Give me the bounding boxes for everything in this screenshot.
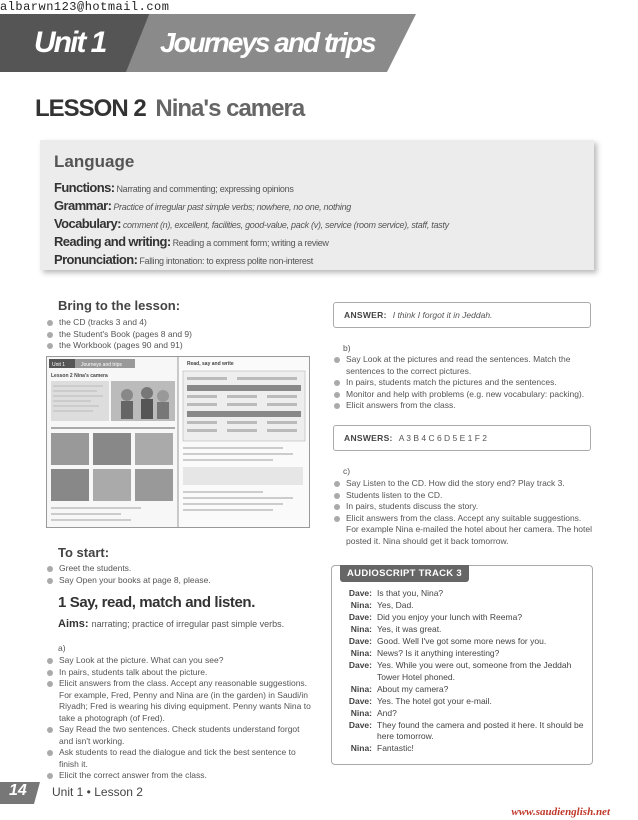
bring-heading: Bring to the lesson:	[58, 298, 181, 313]
row-label: Pronunciation:	[54, 252, 138, 267]
list-item: Elicit the correct answer from the class.	[46, 770, 311, 782]
speaker-name: Dave:	[348, 719, 372, 730]
row-text: Falling intonation: to express polite non-interest	[139, 256, 313, 266]
speaker-line: Is that you, Nina?	[377, 588, 444, 598]
speaker-name: Nina:	[350, 683, 372, 694]
part-b-label: b)	[343, 343, 351, 353]
language-row-grammar	[54, 198, 351, 213]
page-number: 14	[9, 782, 27, 799]
list-item: Ask students to read the dialogue and tick the best sentence to finish it.	[46, 747, 311, 770]
list-item: In pairs, students talk about the picture.	[46, 667, 311, 679]
language-row-functions	[54, 180, 294, 195]
part-c-label: c)	[343, 466, 351, 476]
row-text: Narrating and commenting; expressing opinions	[116, 184, 294, 194]
list-item: Say Look at the pictures and read the sentences. Match the sentences to the correct pictures.	[333, 354, 595, 377]
list-item: Say Open your books at page 8, please.	[46, 575, 306, 587]
language-box	[40, 140, 594, 270]
unit-banner	[0, 14, 410, 72]
list-item: the CD (tracks 3 and 4)	[46, 317, 306, 329]
script-line	[338, 743, 588, 755]
speaker-line: They found the camera and posted it here. It should be here tomorrow.	[377, 719, 584, 741]
aims-line	[58, 618, 284, 630]
list-item: Say Look at the picture. What can you see?	[46, 655, 311, 667]
exercise-1c-list	[333, 478, 595, 547]
script-line	[338, 708, 588, 720]
speaker-name: Nina:	[350, 707, 372, 718]
answer-box-a	[333, 302, 591, 328]
answer-text: I think I forgot it in Jeddah.	[392, 310, 493, 320]
audioscript-lines	[338, 588, 588, 755]
speaker-name: Dave:	[348, 636, 372, 646]
language-heading: Language	[54, 152, 135, 171]
speaker-line: News? Is it anything interesting?	[377, 648, 500, 658]
exercise-1a-list	[46, 655, 311, 782]
aims-text: narrating; practice of irregular past simple verbs.	[91, 619, 285, 629]
speaker-line: Yes, it was great.	[377, 624, 442, 634]
language-row-pronunciation	[54, 252, 313, 267]
script-line	[338, 648, 588, 660]
speaker-line: Yes, Dad.	[377, 600, 414, 610]
row-text: comment (n), excellent, facilities, good-value, pack (v), service (room service), staff, tasty	[122, 220, 449, 230]
speaker-name: Nina:	[350, 624, 372, 634]
unit-label: Unit 1	[34, 26, 106, 59]
thumb-lesson: Lesson 2 Nina's camera	[51, 373, 108, 379]
row-label: Vocabulary:	[54, 216, 121, 231]
exercise-1b-list	[333, 354, 595, 412]
speaker-line: Fantastic!	[377, 743, 414, 753]
answer-label: ANSWER:	[344, 310, 387, 320]
speaker-line: About my camera?	[377, 683, 449, 694]
speaker-line: Good. Well I've got some more news for you.	[377, 636, 547, 646]
script-line	[338, 612, 588, 624]
script-line	[338, 636, 588, 648]
row-label: Reading and writing:	[54, 234, 171, 249]
row-label: Grammar:	[54, 198, 112, 213]
list-item: Say Read the two sentences. Check students understand forgot and isn't working.	[46, 724, 311, 747]
list-item: Greet the students.	[46, 563, 306, 575]
list-item: In pairs, students discuss the story.	[333, 501, 595, 513]
student-book-thumbnail	[46, 356, 310, 528]
to-start-list	[46, 563, 306, 586]
list-item: Elicit answers from the class.	[333, 400, 595, 412]
exercise-1-heading: 1 Say, read, match and listen.	[58, 594, 255, 611]
list-item: Say Listen to the CD. How did the story end? Play track 3.	[333, 478, 595, 490]
script-line	[338, 696, 588, 708]
speaker-line: And?	[377, 707, 397, 718]
row-text: Reading a comment form; writing a review	[172, 238, 329, 248]
answer-box-b	[333, 425, 591, 451]
script-line	[338, 660, 588, 683]
lesson-name: Nina's camera	[155, 95, 305, 122]
language-row-vocabulary	[54, 216, 449, 231]
part-a-label: a)	[58, 643, 66, 653]
list-item: Elicit answers from the class. Accept any suitable suggestions. For example Nina e-mailed the hotel about her camera. The hotel posted it. Nina should get it back tomorrow.	[333, 513, 595, 548]
script-line	[338, 624, 588, 636]
watermark-email: albarwn123@hotmail.com	[0, 0, 170, 14]
script-line	[338, 720, 588, 743]
speaker-name: Nina:	[350, 600, 372, 610]
aims-label: Aims:	[58, 618, 89, 630]
answer-label: ANSWERS:	[344, 433, 393, 443]
to-start-heading: To start:	[58, 545, 110, 560]
unit-title: Journeys and trips	[160, 27, 375, 58]
speaker-name: Dave:	[348, 695, 372, 706]
thumb-title: Journeys and trips	[81, 362, 122, 368]
list-item: the Student's Book (pages 8 and 9)	[46, 329, 306, 341]
script-line	[338, 588, 588, 600]
speaker-name: Nina:	[350, 743, 372, 753]
script-line	[338, 684, 588, 696]
thumb-right-title: Read, say and write	[187, 361, 234, 367]
lesson-title	[35, 95, 304, 123]
list-item: Students listen to the CD.	[333, 490, 595, 502]
speaker-name: Dave:	[348, 660, 372, 670]
list-item: Elicit answers from the class. Accept any reasonable suggestions. For example, Fred, Penny and Nina are (in the garden) in Saudi/in Riyadh; Fred is wearing his diving equipment. Penny wants Nina to take a photograph (of Fred).	[46, 678, 311, 724]
list-item: the Workbook (pages 90 and 91)	[46, 340, 306, 352]
footer-url: www.saudienglish.net	[511, 806, 610, 818]
audioscript-box	[331, 565, 593, 765]
thumb-unit: Unit 1	[52, 362, 66, 368]
row-label: Functions:	[54, 180, 115, 195]
thumbnail-pages	[47, 357, 309, 527]
audioscript-title: AUDIOSCRIPT TRACK 3	[340, 565, 469, 582]
bring-list	[46, 317, 306, 352]
speaker-name: Nina:	[350, 648, 372, 658]
answer-text: A 3 B 4 C 6 D 5 E 1 F 2	[398, 433, 488, 443]
language-row-reading	[54, 234, 329, 249]
list-item: Monitor and help with problems (e.g. new vocabulary: packing).	[333, 389, 595, 401]
speaker-name: Dave:	[348, 612, 372, 622]
script-line	[338, 600, 588, 612]
row-text: Practice of irregular past simple verbs; nowhere, no one, nothing	[113, 202, 351, 212]
lesson-number: LESSON 2	[35, 95, 146, 122]
list-item: In pairs, students match the pictures and the sentences.	[333, 377, 595, 389]
speaker-line: Yes. While you were out, someone from the Jeddah Tower Hotel phoned.	[377, 660, 572, 682]
speaker-line: Yes. The hotel got your e-mail.	[377, 695, 492, 706]
speaker-line: Did you enjoy your lunch with Reema?	[377, 612, 523, 622]
footer-unit-lesson: Unit 1 • Lesson 2	[52, 785, 143, 799]
speaker-name: Dave:	[348, 588, 372, 598]
